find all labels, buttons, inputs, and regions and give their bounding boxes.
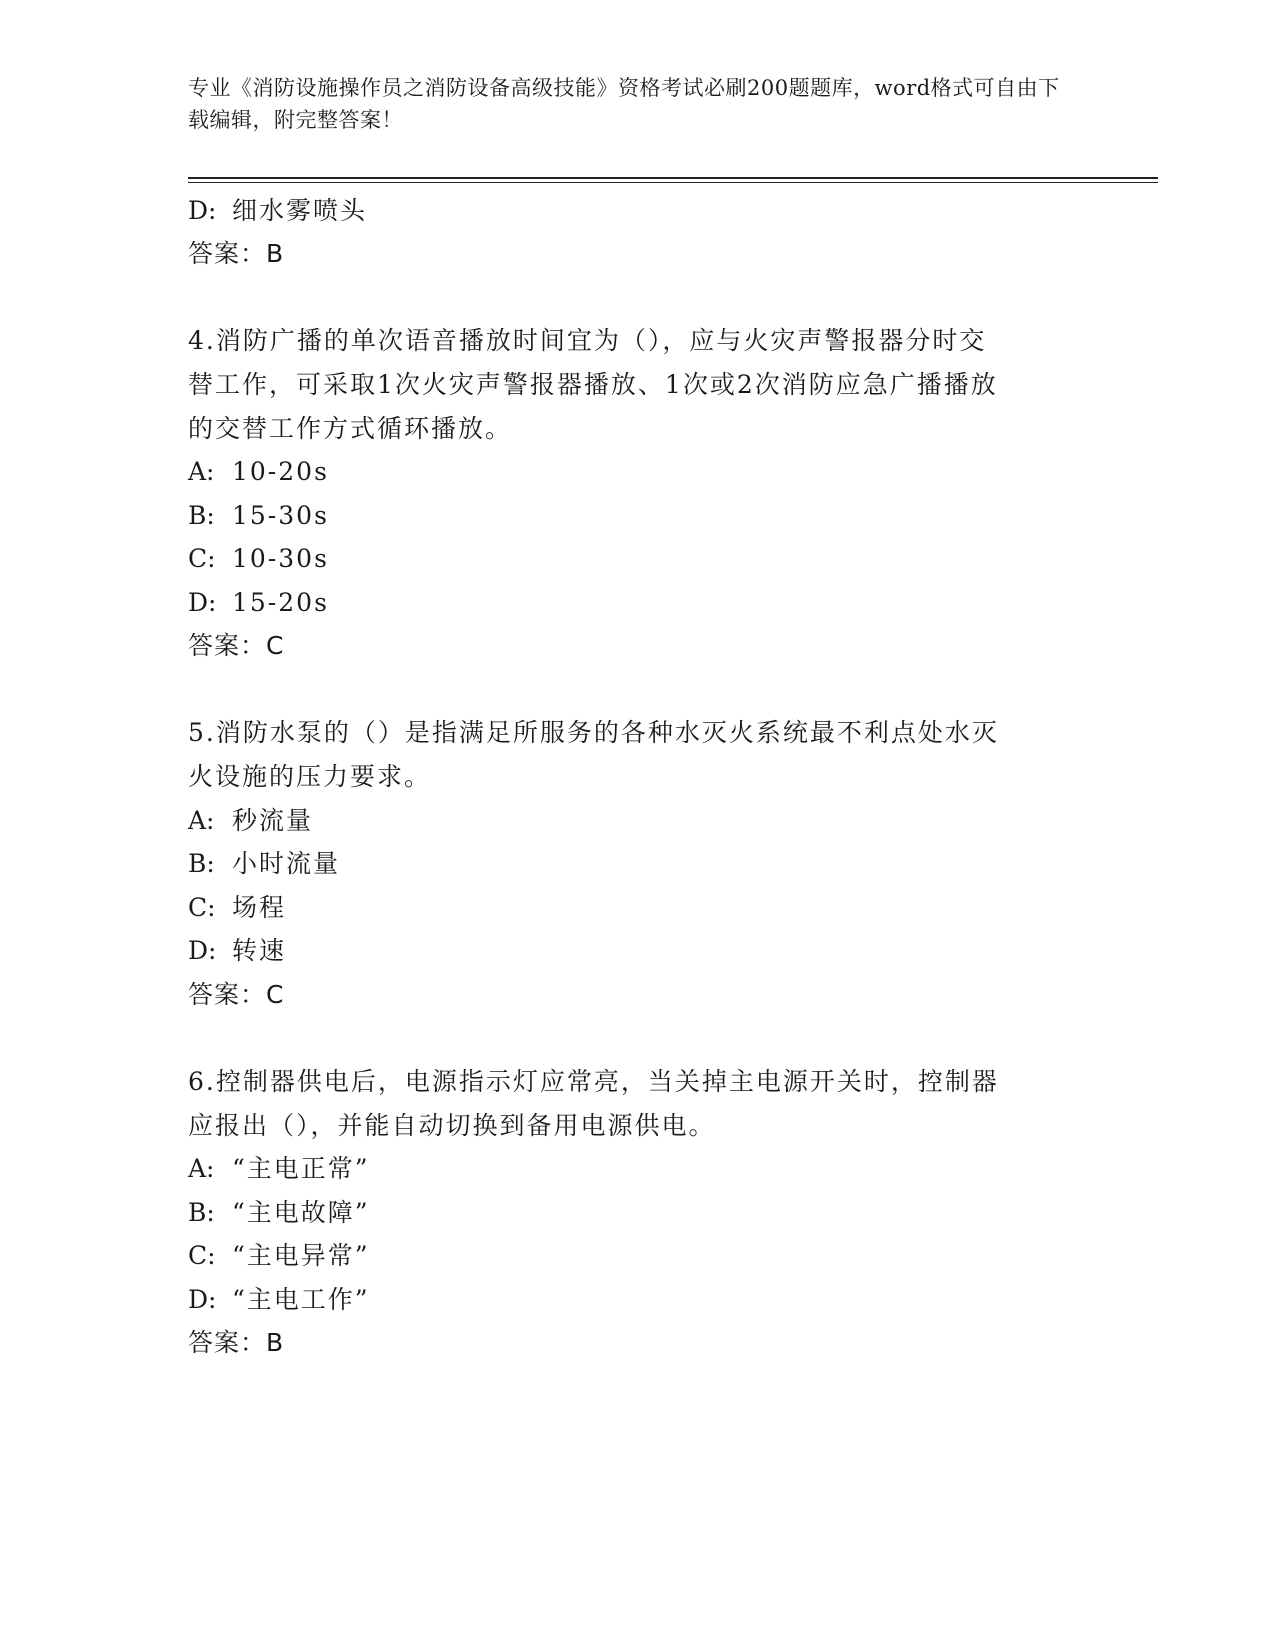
q5-answer: 答案：C xyxy=(188,980,285,1009)
q6-answer: 答案：B xyxy=(188,1328,285,1357)
option-text: 细水雾喷头 xyxy=(232,196,368,225)
header-rule-thin xyxy=(188,182,1158,183)
q6-stem-line-2: 应报出（），并能自动切换到备用电源供电。 xyxy=(188,1111,716,1140)
q4-stem-line-2: 替工作，可采取1次火灾声警报器播放、1次或2次消防应急广播播放 xyxy=(188,370,998,399)
option-label: B: xyxy=(188,849,215,878)
document-header: 专业《消防设施操作员之消防设备高级技能》资格考试必刷200题题库，word格式可自由下载编辑，附完整答案！ xyxy=(188,76,1060,132)
option-text: “主电正常” xyxy=(232,1154,370,1183)
q5-stem-line-1: 5.消防水泵的（）是指满足所服务的各种水灭火系统最不利点处水灭 xyxy=(188,718,999,747)
option-text: 转速 xyxy=(232,936,287,965)
q6-option-c xyxy=(188,1240,370,1272)
q3-answer: 答案：B xyxy=(188,239,285,268)
option-label: A: xyxy=(188,457,215,486)
q5-option-c xyxy=(188,892,286,924)
q4-option-a xyxy=(188,456,329,488)
q6-option-d xyxy=(188,1284,370,1316)
q4-stem-line-1: 4.消防广播的单次语音播放时间宜为（），应与火灾声警报器分时交 xyxy=(188,326,987,355)
option-label: D: xyxy=(188,1285,217,1314)
option-label: B: xyxy=(188,501,215,530)
option-label: C: xyxy=(188,1241,216,1270)
option-label: D: xyxy=(188,588,217,617)
q4-answer: 答案：C xyxy=(188,631,285,660)
option-text: 秒流量 xyxy=(232,806,314,835)
q6-option-b xyxy=(188,1197,370,1229)
option-text: 场程 xyxy=(232,893,287,922)
q3-option-d xyxy=(188,195,367,227)
option-label: D: xyxy=(188,196,217,225)
q4-option-d xyxy=(188,587,329,619)
q6-stem-line-1: 6.控制器供电后，电源指示灯应常亮，当关掉主电源开关时，控制器 xyxy=(188,1067,999,1096)
option-text: 小时流量 xyxy=(232,849,341,878)
option-label: A: xyxy=(188,1154,215,1183)
option-label: B: xyxy=(188,1198,215,1227)
option-text: 15-20s xyxy=(232,588,329,617)
option-label: C: xyxy=(188,893,216,922)
q5-option-a xyxy=(188,805,313,837)
q4-option-b xyxy=(188,500,329,532)
option-text: 10-20s xyxy=(232,457,329,486)
q4-option-c xyxy=(188,543,329,575)
q4-stem-line-3: 的交替工作方式循环播放。 xyxy=(188,414,513,443)
q5-option-d xyxy=(188,935,286,967)
option-text: “主电异常” xyxy=(232,1241,370,1270)
q6-option-a xyxy=(188,1153,370,1185)
option-text: 10-30s xyxy=(232,544,329,573)
q5-stem-line-2: 火设施的压力要求。 xyxy=(188,762,432,791)
option-label: A: xyxy=(188,806,215,835)
q5-option-b xyxy=(188,848,340,880)
option-text: 15-30s xyxy=(232,501,329,530)
option-label: C: xyxy=(188,544,216,573)
option-label: D: xyxy=(188,936,217,965)
option-text: “主电故障” xyxy=(232,1198,370,1227)
option-text: “主电工作” xyxy=(232,1285,370,1314)
header-rule-thick xyxy=(188,177,1158,179)
